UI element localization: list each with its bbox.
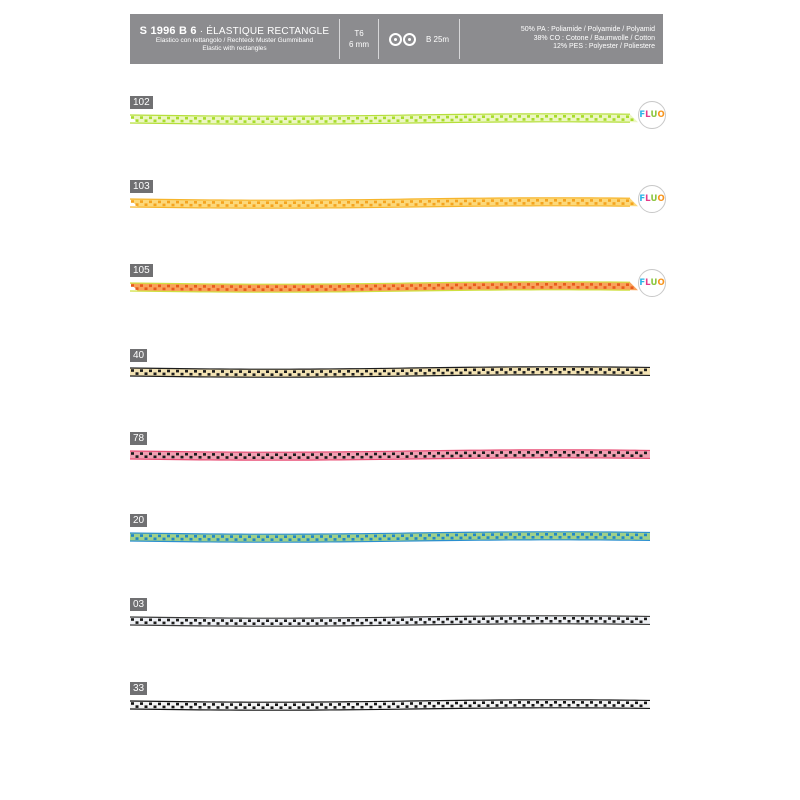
size-block (340, 14, 378, 64)
spool-length: B 25m (425, 34, 450, 44)
fluo-badge: F L U O (638, 185, 666, 213)
color-code-label: 102 (130, 96, 153, 109)
color-code-label: 103 (130, 180, 153, 193)
color-code-label: 78 (130, 432, 147, 445)
spool-icon (389, 33, 416, 46)
color-code-label: 20 (130, 514, 147, 527)
swatch-102 (130, 96, 670, 136)
swatch-105 (130, 264, 670, 304)
fluo-badge: F L U O (638, 101, 666, 129)
swatch-20 (130, 514, 670, 554)
swatch-78 (130, 432, 670, 472)
elastic-tape (130, 448, 650, 462)
composition-line: 12% PES : Polyester / Poliestere (553, 43, 655, 51)
color-code-label: 40 (130, 349, 147, 362)
color-code-label: 03 (130, 598, 147, 611)
color-code-label: 33 (130, 682, 147, 695)
swatch-40 (130, 349, 670, 389)
elastic-tape (130, 614, 650, 628)
size-code: T6 (354, 29, 364, 38)
width-value: 6 mm (349, 40, 369, 49)
elastic-tape (130, 196, 638, 210)
elastic-tape (130, 280, 638, 294)
product-ref: S 1996 B 6 (139, 25, 197, 37)
elastic-tape (130, 365, 650, 379)
swatch-03 (130, 598, 670, 638)
elastic-tape (130, 530, 650, 544)
subtitle-line: Elastic with rectangles (202, 45, 267, 52)
fluo-badge: F L U O (638, 269, 666, 297)
spool-block (379, 14, 459, 64)
subtitle-line: Elastico con rettangolo / Rechteck Muster Gummiband (155, 37, 314, 44)
composition-line: 50% PA : Poliamide / Polyamide / Polyamid (520, 26, 655, 34)
elastic-tape (130, 112, 638, 126)
composition-block (460, 14, 663, 64)
product-title (140, 25, 330, 37)
composition-line: 38% CO : Cotone / Baumwolle / Cotton (533, 34, 655, 42)
swatch-103 (130, 180, 670, 220)
product-header (130, 14, 663, 64)
swatch-33 (130, 682, 670, 722)
product-name: · ÉLASTIQUE RECTANGLE (199, 26, 330, 37)
title-block (130, 14, 339, 64)
elastic-tape (130, 698, 650, 712)
color-code-label: 105 (130, 264, 153, 277)
